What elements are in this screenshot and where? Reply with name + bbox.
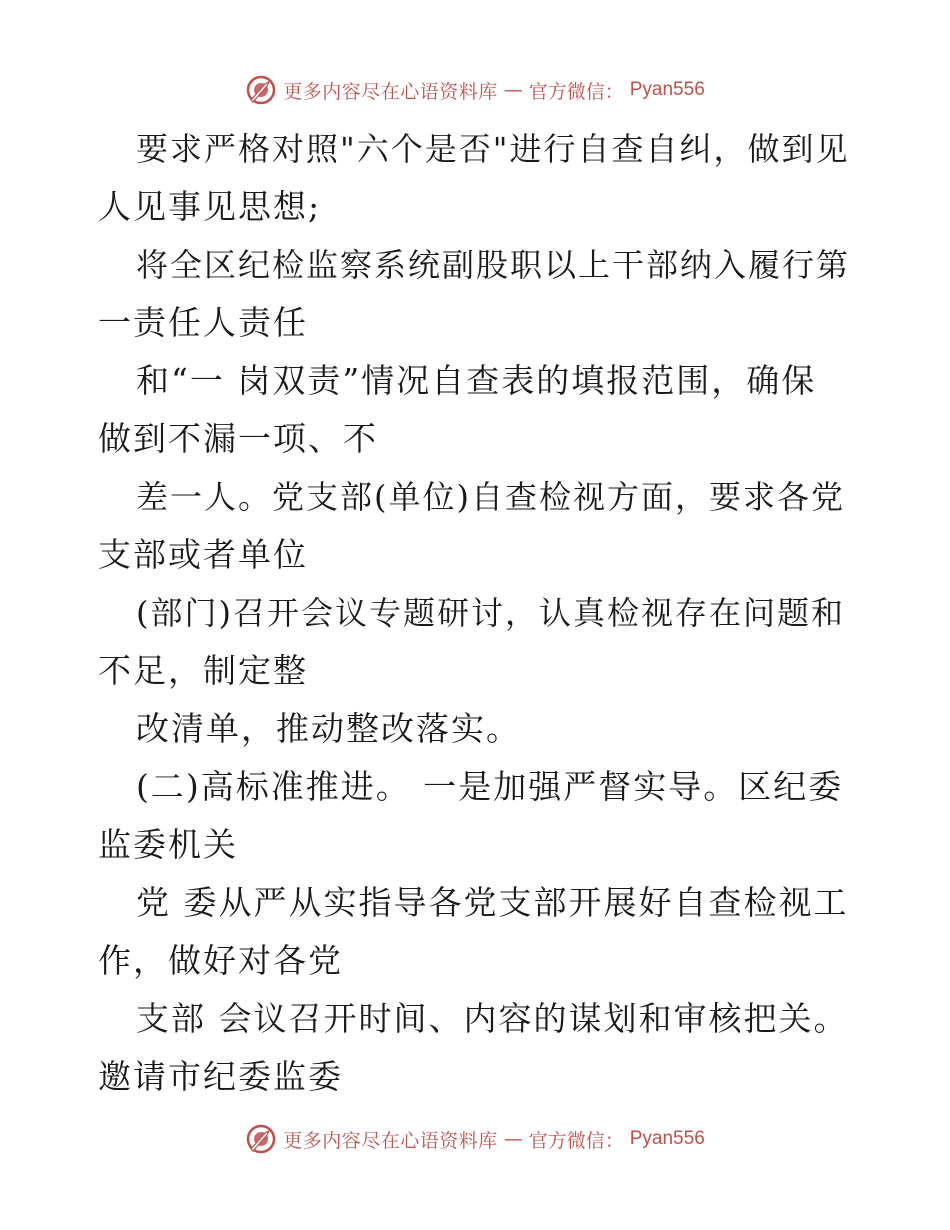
text-line: 人见事见思想; [98, 187, 322, 226]
brand-logo-icon [245, 1123, 277, 1155]
brand-logo-icon [245, 74, 277, 106]
banner-wechat-id: Pyan556 [629, 1128, 705, 1149]
header-banner [0, 70, 950, 110]
text-line: 和“一 岗双责”情况自查表的填报范围，确保 [136, 361, 817, 400]
text-line: (二)高标准推进。 一是加强严督实导。区纪委 [136, 767, 844, 806]
banner-dash: — [503, 79, 523, 101]
text-line: 一责任人责任 [98, 303, 308, 342]
banner-wechat-label: 官方微信： [528, 80, 624, 103]
banner-wechat-label: 官方微信： [528, 1129, 624, 1152]
text-line: 做到不漏一项、不 [98, 419, 378, 458]
text-line: 不足，制定整 [98, 651, 308, 690]
text-line: (部门)召开会议专题研讨，认真检视存在问题和 [136, 594, 845, 632]
banner-dash: — [503, 1128, 523, 1150]
body-text [98, 120, 858, 1106]
text-line: 支部 会议召开时间、内容的谋划和审核把关。 [136, 999, 849, 1038]
text-line: 要求严格对照"六个是否"进行自查自纠，做到见 [136, 130, 850, 168]
text-line: 监委机关 [98, 825, 238, 864]
text-line: 党 委从严从实指导各党支部开展好自查检视工 [136, 883, 849, 922]
text-line: 支部或者单位 [98, 535, 308, 574]
banner-text: 更多内容尽在心语资料库 [283, 80, 498, 103]
text-line: 作，做好对各党 [98, 941, 343, 980]
banner-wechat-id: Pyan556 [629, 79, 705, 100]
text-line: 差一人。党支部(单位)自查检视方面，要求各党 [136, 478, 845, 516]
text-line: 邀请市纪委监委 [98, 1057, 343, 1096]
footer-banner [0, 1119, 950, 1159]
text-line: 将全区纪检监察系统副股职以上干部纳入履行第 [136, 246, 851, 284]
banner-text: 更多内容尽在心语资料库 [283, 1129, 498, 1152]
text-line: 改清单，推动整改落实。 [136, 709, 521, 748]
